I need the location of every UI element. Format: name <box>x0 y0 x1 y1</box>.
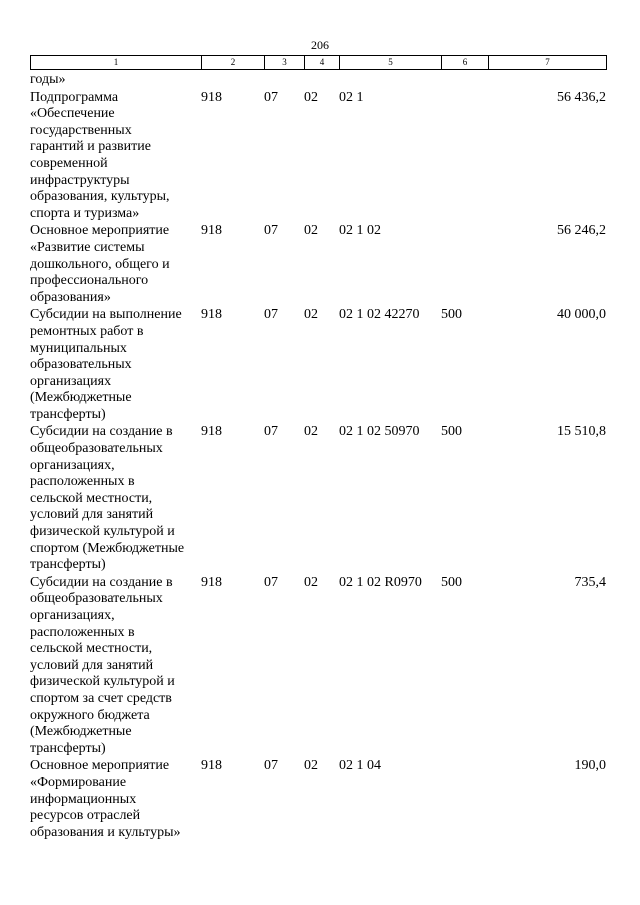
section-cell: 07 <box>264 758 278 774</box>
subsection-cell: 02 <box>304 89 318 105</box>
section-cell: 07 <box>264 307 278 323</box>
amount-cell: 40 000,0 <box>557 307 606 323</box>
name-line: ресурсов отраслей <box>30 808 141 824</box>
table-row <box>30 90 606 224</box>
code-cell: 918 <box>201 89 222 105</box>
code-cell <box>201 72 264 90</box>
amount-cell: 56 246,2 <box>557 223 606 239</box>
name-line: образовательных <box>30 357 132 373</box>
expense-type-cell <box>441 758 488 842</box>
page-number: 206 <box>311 38 329 52</box>
target-article-cell: 02 1 02 <box>339 223 381 239</box>
name-line: годы» <box>30 72 66 87</box>
name-cell <box>30 575 201 759</box>
table-row <box>30 307 606 424</box>
section-cell: 07 <box>264 89 278 105</box>
header-col-7: 7 <box>489 56 607 70</box>
table-row <box>30 424 606 574</box>
subsection-cell: 02 <box>304 223 318 239</box>
name-cell <box>30 758 201 842</box>
name-line: «Формирование <box>30 774 127 790</box>
name-line: «Развитие системы <box>30 239 145 255</box>
header-col-3: 3 <box>265 56 305 70</box>
name-line: профессионального <box>30 273 149 289</box>
name-line: трансферты) <box>30 557 106 573</box>
amount-cell <box>488 72 606 90</box>
name-line: Основное мероприятие <box>30 223 170 239</box>
subsection-cell: 02 <box>304 574 318 590</box>
name-line: (Межбюджетные <box>30 724 132 740</box>
amount-cell: 56 436,2 <box>557 89 606 105</box>
section-cell: 07 <box>264 574 278 590</box>
code-cell: 918 <box>201 223 222 239</box>
expense-type-cell <box>441 223 488 307</box>
table-row <box>30 72 606 90</box>
target-article-cell: 02 1 02 R0970 <box>339 574 422 590</box>
name-line: муниципальных <box>30 340 127 356</box>
name-line: образования и культуры» <box>30 824 181 840</box>
name-cell <box>30 307 201 424</box>
name-line: сельской местности, <box>30 641 153 657</box>
header-col-6: 6 <box>442 56 489 70</box>
name-line: физической культурой и <box>30 674 175 690</box>
code-cell: 918 <box>201 307 222 323</box>
name-line: ремонтных работ в <box>30 323 144 339</box>
name-line: Субсидии на выполнение <box>30 307 182 323</box>
table-row <box>30 575 606 759</box>
header-col-4: 4 <box>305 56 340 70</box>
header-col-2: 2 <box>202 56 265 70</box>
table-row <box>30 223 606 307</box>
section-cell <box>264 72 304 90</box>
table-row <box>30 758 606 842</box>
subsection-cell: 02 <box>304 758 318 774</box>
name-line: современной <box>30 155 108 171</box>
expense-type-cell: 500 <box>441 574 462 590</box>
name-line: дошкольного, общего и <box>30 256 170 272</box>
code-cell: 918 <box>201 574 222 590</box>
name-line: гарантий и развитие <box>30 139 151 155</box>
subsection-cell <box>304 72 339 90</box>
name-line: организациях, <box>30 457 115 473</box>
expense-type-cell: 500 <box>441 307 462 323</box>
name-line: условий для занятий <box>30 657 154 673</box>
expense-type-cell: 500 <box>441 424 462 440</box>
name-line: спортом (Межбюджетные <box>30 540 185 556</box>
name-line: физической культурой и <box>30 524 175 540</box>
section-cell: 07 <box>264 424 278 440</box>
target-article-cell: 02 1 02 50970 <box>339 424 420 440</box>
name-line: спорта и туризма» <box>30 205 140 221</box>
name-line: спортом за счет средств <box>30 690 172 706</box>
name-line: Основное мероприятие <box>30 758 170 774</box>
name-line: трансферты) <box>30 740 106 756</box>
target-article-cell: 02 1 <box>339 89 364 105</box>
name-cell <box>30 223 201 307</box>
amount-cell: 15 510,8 <box>557 424 606 440</box>
header-col-1: 1 <box>31 56 202 70</box>
name-line: информационных <box>30 791 137 807</box>
name-line: образования, культуры, <box>30 189 170 205</box>
section-cell: 07 <box>264 223 278 239</box>
name-cell <box>30 424 201 574</box>
expense-type-cell <box>441 90 488 224</box>
name-line: общеобразовательных <box>30 591 163 607</box>
subsection-cell: 02 <box>304 424 318 440</box>
name-line: условий для занятий <box>30 507 154 523</box>
header-col-5: 5 <box>340 56 442 70</box>
name-line: «Обеспечение <box>30 106 115 122</box>
column-number-header <box>30 55 607 70</box>
name-line: (Межбюджетные <box>30 390 132 406</box>
target-article-cell: 02 1 02 42270 <box>339 307 420 323</box>
name-cell <box>30 90 201 224</box>
name-line: организациях <box>30 373 112 389</box>
target-article-cell <box>339 72 441 90</box>
name-line: Субсидии на создание в <box>30 574 173 590</box>
name-line: общеобразовательных <box>30 441 163 457</box>
name-line: организациях, <box>30 608 115 623</box>
name-line: Подпрограмма <box>30 89 119 105</box>
target-article-cell: 02 1 04 <box>339 758 381 774</box>
budget-table <box>30 72 606 842</box>
name-cell <box>30 72 201 90</box>
amount-cell: 190,0 <box>574 758 606 774</box>
name-line: расположенных в <box>30 624 135 640</box>
subsection-cell: 02 <box>304 307 318 323</box>
name-line: сельской местности, <box>30 490 153 506</box>
code-cell: 918 <box>201 758 222 774</box>
amount-cell: 735,4 <box>574 574 606 590</box>
name-line: государственных <box>30 122 132 138</box>
name-line: инфраструктуры <box>30 172 130 188</box>
name-line: Субсидии на создание в <box>30 424 173 440</box>
name-line: окружного бюджета <box>30 707 150 723</box>
name-line: трансферты) <box>30 406 106 422</box>
expense-type-cell <box>441 72 488 90</box>
code-cell: 918 <box>201 424 222 440</box>
name-line: расположенных в <box>30 474 135 490</box>
name-line: образования» <box>30 289 111 305</box>
